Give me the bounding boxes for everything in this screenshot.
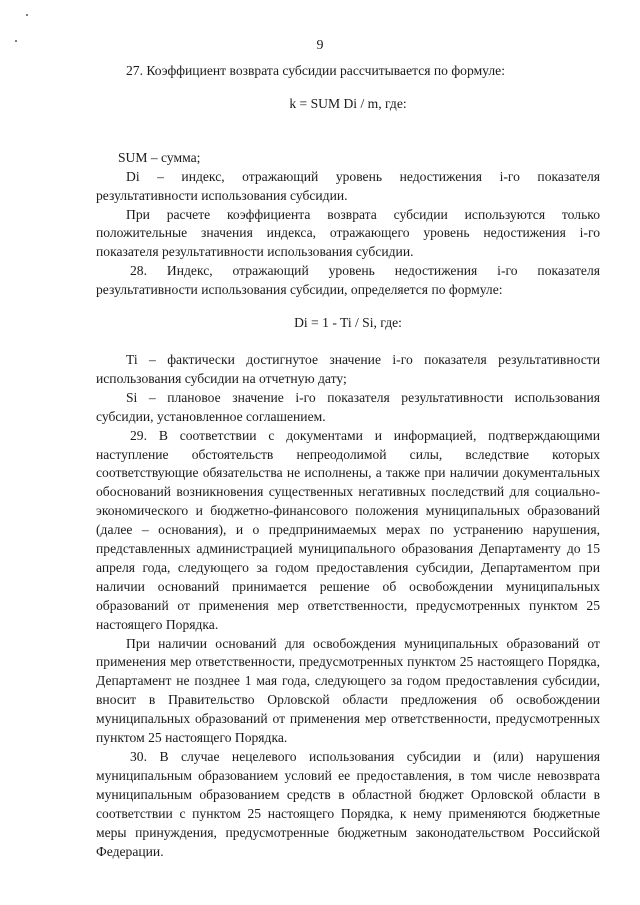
page-number: 9 [316,38,324,53]
scan-speck [26,14,28,16]
formula-k: k = SUM Di / m, где: [289,95,407,111]
paragraph-coefficient-calc: При расчете коэффициента возврата субсидии используются только положительные значения индекса, отражающего уровень недостижения i-го показателя результативности использования субсидии. [96,206,600,260]
definition-di: Di – индекс, отражающий уровень недостижения i-го показателя результативности использования субсидии. [96,168,600,203]
paragraph-28: 28. Индекс, отражающий уровень недостижения i-го показателя результативности использования субсидии, определяется по формуле: [96,263,600,298]
paragraph-30: 30. В случае нецелевого использования субсидии и (или) нарушения муниципальным образованием условий ее предоставления, в том числе невозврата муниципальным образованием средств в областной бюджет Орловской области в соответствии с пунктом 25 настоящего Порядка, к нему применяются бюджетные меры принуждения, предусмотренные бюджетным законодательством Российской Федерации. [96,749,600,859]
definition-si: Si – плановое значение i-го показателя результативности использования субсидии, установленное соглашением. [96,389,600,424]
definition-sum: SUM – сумма; [118,149,201,165]
formula-di: Di = 1 - Ti / Si, где: [294,315,402,331]
paragraph-grounds: При наличии оснований для освобождения муниципальных образований от применения мер ответственности, предусмотренных пунктом 25 настоящего Порядка, Департамент не позднее 1 мая года, следующего за годом предоставления субсидии, вносит в Правительство Орловской области предложения об освобождении муниципальных образований от применения мер ответственности, предусмотренных пунктом 25 настоящего Порядка. [96,635,600,746]
paragraph-29: 29. В соответствии с документами и информацией, подтверждающими наступление обстоятельств непреодолимой силы, вследствие которых соответствующие обязательства не исполнены, а также при наличии документальных обоснований возникновения существенных негативных последствий для социально-экономического и бюджетно-финансового положения муниципальных образований (далее – основания), и о предпринимаемых мерах по устранению нарушения, представленных администрацией муниципального образования Департаменту до 15 апреля года, следующего за годом предоставления субсидии, Департаментом при наличии оснований принимается решение об освобождении муниципальных образований от применения мер ответственности, предусмотренных пунктом 25 настоящего Порядка. [96,427,600,632]
paragraph-27: 27. Коэффициент возврата субсидии рассчитывается по формуле: [126,63,505,78]
definition-ti: Ti – фактически достигнутое значение i-го показателя результативности использования субсидии на отчетную дату; [96,351,600,386]
document-body [96,62,600,861]
